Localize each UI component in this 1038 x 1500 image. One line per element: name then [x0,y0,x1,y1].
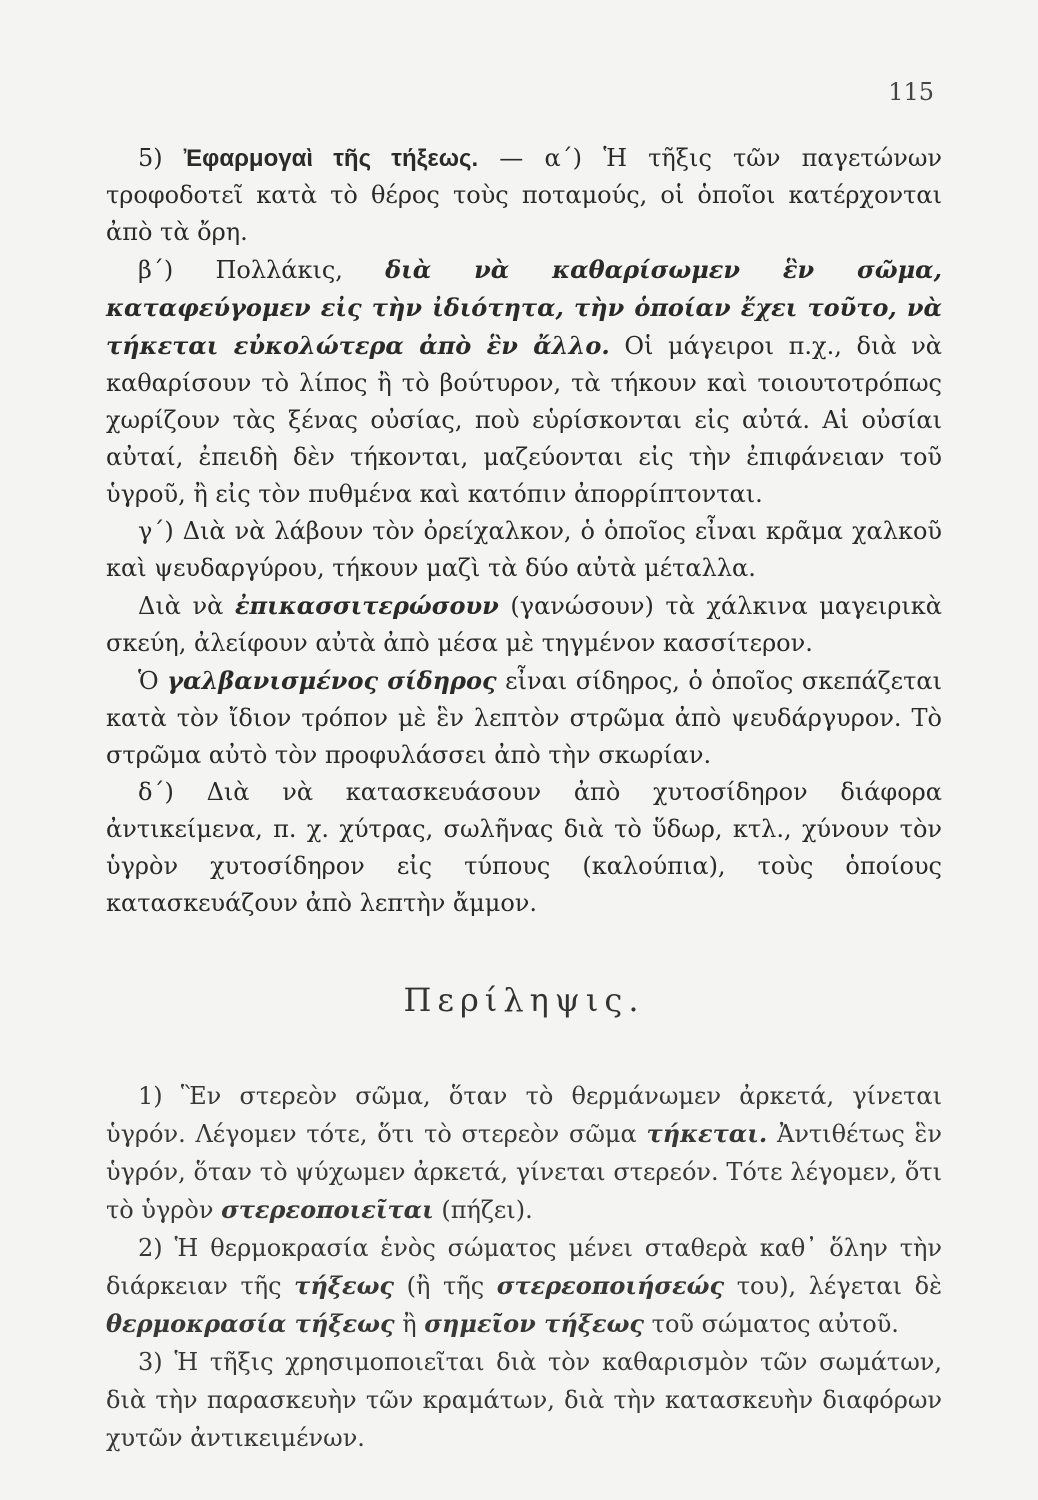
summary-point-1 [106,1077,942,1229]
galvanized-pre: Ὁ [138,667,159,695]
galvanized-term: γαλβανισμένος σίδηρος [167,666,497,695]
summary-2-term-melting-temperature: θερμοκρασία τήξεως [106,1309,395,1338]
summary-2-text-a: 2) Ἡ θερμοκρασία ἑνὸς σώματος μένει σταθερὰ καθ᾿ ὅλην τὴν διάρκειαν τῆς [106,1234,942,1300]
item-a-label: — α΄) [499,144,583,172]
page-number: 115 [888,78,934,106]
paragraph-galvanized [106,662,942,774]
section-number: 5) [138,144,163,172]
summary-1-text-b: Ἀντιθέτως ἓν ὑγρόν, ὅταν τὸ ψύχωμεν ἀρκετά, γίνεται στερεόν. Τότε λέγομεν, ὅτι τὸ ὑγρὸν [106,1120,942,1224]
item-d-label: δ΄) [138,778,174,806]
summary-2-text-e: τοῦ σώματος αὐτοῦ. [651,1310,899,1338]
summary-1-term-solidifies: στερεοποιεῖται [221,1195,434,1224]
item-a-text: Ἡ τῆξις τῶν παγετώνων τροφοδοτεῖ κατὰ τὸ θέρος τοὺς ποταμούς, οἱ ὁποῖοι κατέρχονται ἀπὸ τὰ ὄρη. [106,144,942,246]
tinning-term: ἐπικασσιτερώσουν [234,591,499,620]
item-d-text: Διὰ νὰ κατασκευάσουν ἀπὸ χυτοσίδηρον διάφορα ἀντικείμενα, π. χ. χύτρας, σωλῆνας διὰ τὸ ὕδωρ, κτλ., χύνουν τὸν ὑγρὸν χυτοσίδηρον εἰς τύπους (καλούπια), τοὺς ὁποίους κατασκευάζουν ἀπὸ λεπτὴν ἄμμον. [106,778,942,917]
summary-2-text-d: ἢ [402,1310,417,1338]
tinning-pre: Διὰ νὰ [138,592,224,620]
paragraph-d [106,774,942,922]
summary-1-text-c: (πήζει). [441,1196,533,1224]
summary-2-term-fusion: τήξεως [294,1271,395,1300]
summary-2-text-c: του), λέγεται δὲ [736,1272,942,1300]
summary-point-3: 3) Ἡ τῆξις χρησιμοποιεῖται διὰ τὸν καθαρισμὸν τῶν σωμάτων, διὰ τὴν παρασκευὴν τῶν κραμάτων, διὰ τὴν κατασκευὴν διαφόρων χυτῶν ἀντικειμένων. [106,1348,942,1452]
item-c-label: γ΄) [138,517,174,545]
summary-2-term-melting-point: σημεῖον τήξεως [424,1309,645,1338]
item-b-label: β΄) [138,256,174,284]
summary-2-text-b: (ἢ τῆς [406,1272,485,1300]
galvanized-text: εἶναι σίδηρος, ὁ ὁποῖος σκεπάζεται κατὰ τὸν ἴδιον τρόπον μὲ ἓν λεπτὸν στρῶμα ἀπὸ ψευδάργυρον. Τὸ στρῶμα αὐτὸ τὸν προφυλάσσει ἀπὸ τὴν σκωρίαν. [106,667,942,769]
summary-title: Περίληψις. [403,981,645,1019]
tinning-text: (γανώσουν) τὰ χάλκινα μαγειρικὰ σκεύη, ἀλείφουν αὐτὰ ἀπὸ μέσα μὲ τηγμένον κασσίτερον. [106,592,942,657]
section-heading: Ἐφαρμογαὶ τῆς τήξεως. [183,145,479,172]
item-c-text: Διὰ νὰ λάβουν τὸν ὀρείχαλκον, ὁ ὁποῖος εἶναι κρᾶμα χαλκοῦ καὶ ψευδαργύρου, τήκουν μαζὶ τὰ δύο αὐτὰ μέταλλα. [106,517,942,582]
summary-point-2 [106,1229,942,1343]
summary-1-text-a: 1) Ἓν στερεὸν σῶμα, ὅταν τὸ θερμάνωμεν ἀρκετά, γίνεται ὑγρόν. Λέγομεν τότε, ὅτι τὸ στερεὸν σῶμα [106,1082,942,1148]
paragraph-c [106,513,942,587]
item-b-emphasis: διὰ νὰ καθαρίσωμεν ἓν σῶμα, καταφεύγομεν εἰς τὴν ἰδιότητα, τὴν ὁποίαν ἔχει τοῦτο, νὰ τήκεται εὐκολώτερα ἀπὸ ἓν ἄλλο. [106,255,942,360]
paragraph-tinning [106,587,942,662]
summary-2-term-solidification: στερεοποιήσεώς [496,1271,725,1300]
summary [106,1077,942,1457]
item-b-pre: Πολλάκις, [215,256,343,284]
paragraph-applications [106,140,942,251]
summary-1-term-melts: τήκεται. [646,1119,768,1148]
paragraph-b [106,251,942,513]
text-body [106,140,942,1457]
item-b-text: Οἱ μάγειροι π.χ., διὰ νὰ καθαρίσουν τὸ λίπος ἢ τὸ βούτυρον, τὰ τήκουν καὶ τοιουτοτρόπως χωρίζουν τὰς ξένας οὐσίας, ποὺ εὑρίσκονται εἰς αὐτά. Αἱ οὐσίαι αὐταί, ἐπειδὴ δὲν τήκονται, μαζεύονται εἰς τὴν ἐπιφάνειαν τοῦ ὑγροῦ, ἢ εἰς τὸν πυθμένα καὶ κατόπιν ἀπορρίπτονται. [106,332,942,508]
